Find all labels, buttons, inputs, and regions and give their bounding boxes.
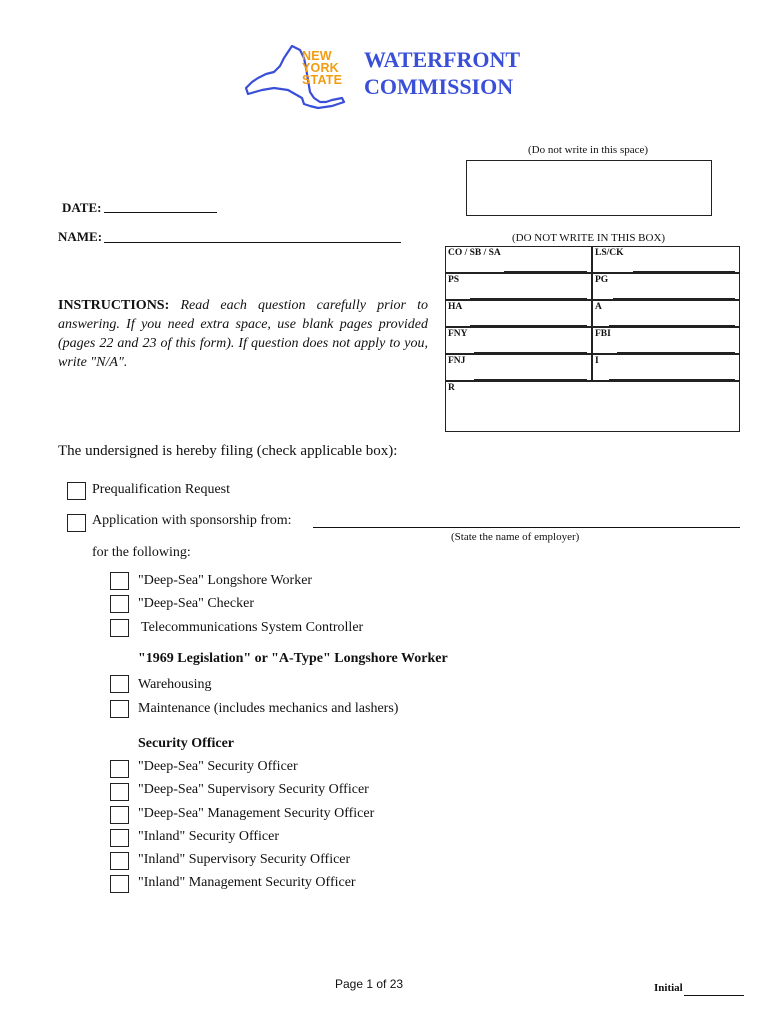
code-cell-fbi[interactable] — [592, 327, 740, 354]
option-checkbox-ds-supervisory[interactable] — [110, 783, 129, 801]
option-checkbox-deep-sea-longshore[interactable] — [110, 572, 129, 590]
code-label: FNY — [448, 329, 468, 339]
option-label: "Deep-Sea" Longshore Worker — [138, 573, 313, 588]
code-line — [609, 379, 735, 380]
title-line-1: WATERFRONT — [364, 47, 521, 72]
code-label: PG — [595, 275, 609, 285]
option-label: Warehousing — [138, 677, 212, 692]
code-line — [613, 298, 735, 299]
code-line — [633, 271, 735, 272]
option-label: "Deep-Sea" Supervisory Security Officer — [138, 782, 369, 797]
option-checkbox-maintenance[interactable] — [110, 700, 129, 718]
option-label: Telecommunications System Controller — [141, 620, 364, 635]
legislation-heading: "1969 Legislation" or "A-Type" Longshore Worker — [138, 651, 448, 666]
date-label: DATE: — [62, 200, 102, 215]
do-not-write-note: (Do not write in this space) — [528, 144, 649, 156]
code-cell-ps[interactable] — [445, 273, 592, 300]
employer-note: (State the name of employer) — [451, 531, 580, 543]
instructions-label: INSTRUCTIONS: — [58, 298, 170, 313]
logo-line-new: NEW — [302, 49, 332, 63]
code-label: LS/CK — [595, 248, 624, 258]
code-cell-fny[interactable] — [445, 327, 592, 354]
option-label: Maintenance (includes mechanics and lashers) — [138, 701, 399, 716]
code-label: A — [595, 302, 602, 312]
option-label: "Inland" Management Security Officer — [138, 875, 356, 890]
option-checkbox-ds-security[interactable] — [110, 760, 129, 778]
option-checkbox-deep-sea-checker[interactable] — [110, 595, 129, 613]
office-use-box — [466, 160, 712, 216]
initial-field[interactable] — [684, 995, 744, 996]
page-number: Page 1 of 23 — [335, 977, 404, 991]
option-checkbox-inland-security[interactable] — [110, 829, 129, 847]
code-cell-ls-ck[interactable] — [592, 246, 740, 273]
option-label: "Inland" Security Officer — [138, 829, 280, 844]
name-label: NAME: — [58, 229, 103, 244]
security-heading: Security Officer — [138, 736, 235, 751]
option-checkbox-ds-management[interactable] — [110, 806, 129, 824]
code-label: R — [448, 383, 455, 393]
employer-name-field[interactable] — [313, 527, 740, 528]
code-cell-r[interactable] — [445, 381, 740, 432]
code-line — [470, 298, 587, 299]
sponsorship-checkbox[interactable] — [67, 514, 86, 532]
option-checkbox-inland-management[interactable] — [110, 875, 129, 893]
code-cell-co-sb-sa[interactable] — [445, 246, 592, 273]
code-line — [609, 325, 735, 326]
option-checkbox-inland-supervisory[interactable] — [110, 852, 129, 870]
initial-label: Initial — [654, 982, 683, 994]
prequalification-checkbox[interactable] — [67, 482, 86, 500]
option-label: "Inland" Supervisory Security Officer — [138, 852, 351, 867]
logo-text — [302, 50, 342, 86]
title-line-2: COMMISSION — [364, 74, 514, 99]
code-cell-fnj[interactable] — [445, 354, 592, 381]
code-cell-ha[interactable] — [445, 300, 592, 327]
filing-intro: The undersigned is hereby filing (check applicable box): — [58, 443, 398, 459]
logo-line-state: STATE — [302, 73, 343, 87]
code-line — [474, 352, 587, 353]
code-line — [474, 379, 587, 380]
code-line — [470, 325, 587, 326]
code-label: I — [595, 356, 599, 366]
sponsorship-label: Application with sponsorship from: — [92, 513, 292, 528]
codes-note: (DO NOT WRITE IN THIS BOX) — [512, 232, 666, 244]
option-checkbox-telecom-controller[interactable] — [110, 619, 129, 637]
code-label: PS — [448, 275, 460, 285]
code-label: FNJ — [448, 356, 466, 366]
code-cell-i[interactable] — [592, 354, 740, 381]
code-cell-pg[interactable] — [592, 273, 740, 300]
prequalification-label: Prequalification Request — [92, 482, 231, 497]
code-label: FBI — [595, 329, 611, 339]
code-line — [617, 352, 735, 353]
code-label: CO / SB / SA — [448, 248, 501, 258]
option-label: "Deep-Sea" Security Officer — [138, 759, 298, 774]
instructions — [58, 296, 428, 372]
option-label: "Deep-Sea" Checker — [138, 596, 254, 611]
date-field[interactable] — [104, 212, 217, 213]
option-label: "Deep-Sea" Management Security Officer — [138, 806, 375, 821]
code-line — [504, 271, 587, 272]
code-label: HA — [448, 302, 463, 312]
instructions-text: Read each question carefully prior to answering. If you need extra space, use blank pages provided (pages 22 and 23 of this form). If question does not apply to you, write "N/A". — [58, 298, 428, 370]
name-field[interactable] — [104, 242, 401, 243]
code-cell-a[interactable] — [592, 300, 740, 327]
option-checkbox-warehousing[interactable] — [110, 675, 129, 693]
codes-grid — [445, 246, 740, 432]
page-title — [364, 46, 520, 100]
logo-line-york: YORK — [302, 61, 339, 75]
for-following-label: for the following: — [92, 545, 191, 560]
